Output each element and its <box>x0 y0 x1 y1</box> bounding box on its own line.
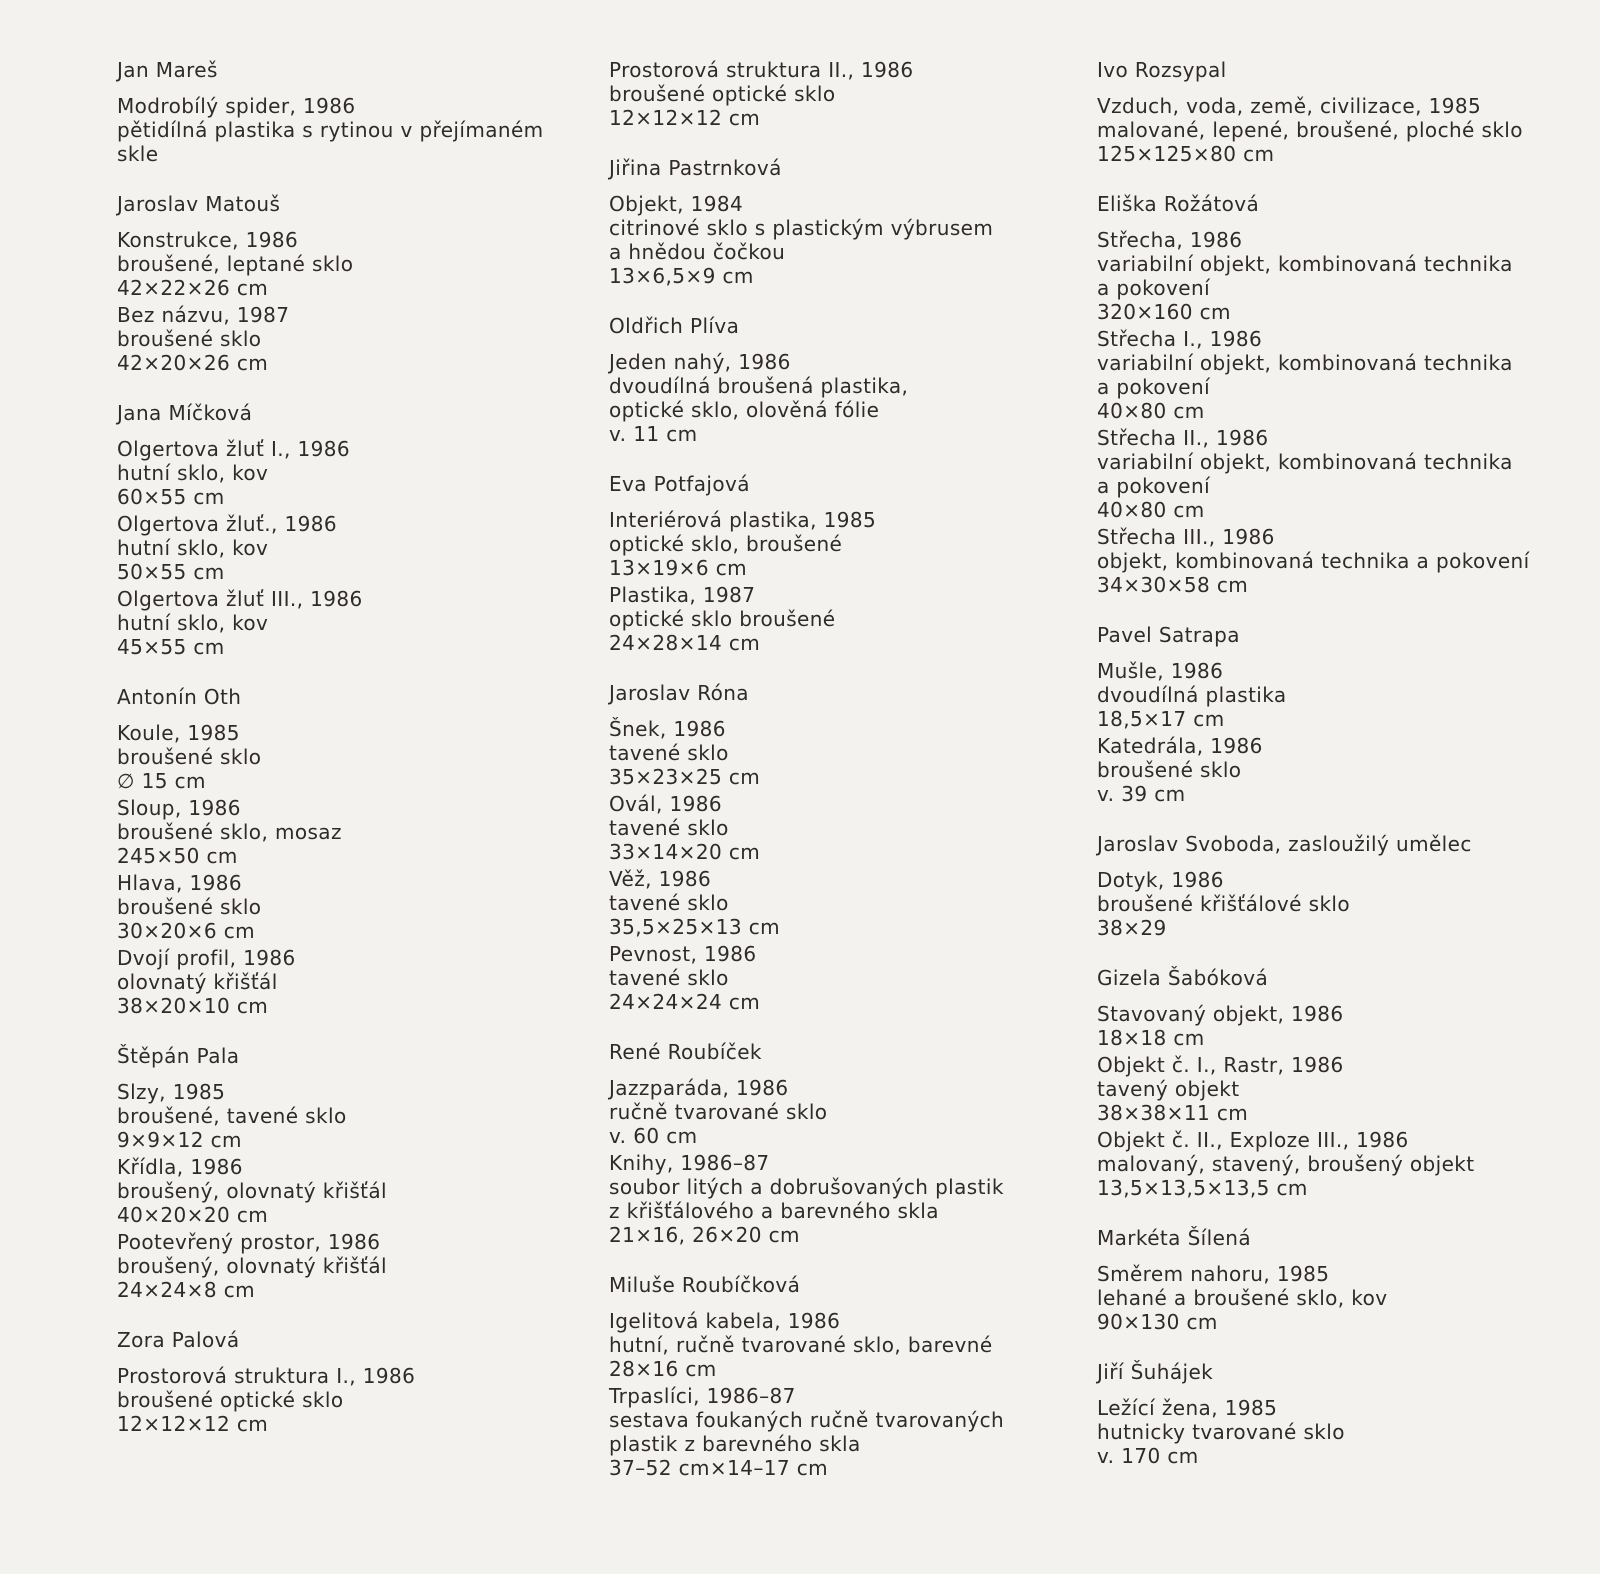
artwork-title: Objekt č. II., Exploze III., 1986 <box>1097 1128 1409 1152</box>
artwork-detail: 37–52 cm×14–17 cm <box>609 1456 829 1480</box>
artist-block <box>1097 1360 1587 1468</box>
artwork-detail: a pokovení <box>1097 375 1211 399</box>
artist-block <box>117 1328 617 1436</box>
artwork-entry <box>1097 94 1587 166</box>
artwork-detail: 13,5×13,5×13,5 cm <box>1097 1176 1308 1200</box>
artwork-detail: 245×50 cm <box>117 844 238 868</box>
artwork-detail: 18,5×17 cm <box>1097 707 1225 731</box>
artist-name: Jana Míčková <box>117 401 253 425</box>
artwork-detail: broušené sklo <box>117 745 262 769</box>
artwork-detail: hutní sklo, kov <box>117 536 269 560</box>
artwork-entry <box>117 1155 617 1227</box>
artwork-detail: 9×9×12 cm <box>117 1128 242 1152</box>
artist-block <box>1097 832 1587 940</box>
artist-name: Gizela Šabóková <box>1097 966 1269 990</box>
artwork-entry <box>609 1151 1109 1247</box>
artwork-title: Střecha, 1986 <box>1097 228 1243 252</box>
artist-name: Jaroslav Matouš <box>117 192 281 216</box>
artwork-entry <box>1097 1128 1587 1200</box>
artwork-title: Trpaslíci, 1986–87 <box>609 1384 796 1408</box>
artwork-title: Knihy, 1986–87 <box>609 1151 770 1175</box>
artist-name: Štěpán Pala <box>117 1044 240 1068</box>
artwork-detail: 34×30×58 cm <box>1097 573 1249 597</box>
artwork-entry <box>117 94 617 166</box>
artwork-detail: skle <box>117 142 159 166</box>
artwork-detail: 125×125×80 cm <box>1097 142 1275 166</box>
artwork-detail: olovnatý křišťál <box>117 970 278 994</box>
artwork-detail: hutnicky tvarované sklo <box>1097 1420 1345 1444</box>
artwork-entry <box>609 942 1109 1014</box>
artwork-detail: 40×20×20 cm <box>117 1203 269 1227</box>
artwork-entry <box>609 58 1109 130</box>
artwork-detail: tavené sklo <box>609 816 729 840</box>
artwork-title: Pootevřený prostor, 1986 <box>117 1230 381 1254</box>
artwork-title: Dotyk, 1986 <box>1097 868 1224 892</box>
artwork-detail: variabilní objekt, kombinovaná technika <box>1097 252 1513 276</box>
artwork-detail: ∅ 15 cm <box>117 769 206 793</box>
artwork-detail: broušené, leptané sklo <box>117 252 354 276</box>
artwork-detail: optické sklo broušené <box>609 607 836 631</box>
artwork-detail: v. 39 cm <box>1097 782 1186 806</box>
artwork-title: Směrem nahoru, 1985 <box>1097 1262 1330 1286</box>
artwork-title: Objekt č. I., Rastr, 1986 <box>1097 1053 1344 1077</box>
artwork-entry <box>117 1230 617 1302</box>
artwork-entry <box>117 587 617 659</box>
artwork-entry <box>609 508 1109 580</box>
artwork-detail: tavené sklo <box>609 741 729 765</box>
artwork-detail: tavený objekt <box>1097 1077 1240 1101</box>
artist-block <box>1097 623 1587 806</box>
artwork-detail: 24×24×24 cm <box>609 990 761 1014</box>
artist-block <box>117 1044 617 1302</box>
artwork-title: Sloup, 1986 <box>117 796 241 820</box>
artwork-detail: v. 60 cm <box>609 1124 698 1148</box>
artist-name: René Roubíček <box>609 1040 762 1064</box>
artwork-title: Olgertova žluť., 1986 <box>117 512 337 536</box>
artwork-detail: 38×29 <box>1097 916 1167 940</box>
artwork-title: Střecha II., 1986 <box>1097 426 1269 450</box>
artist-block <box>609 1040 1109 1247</box>
artwork-detail: broušené, tavené sklo <box>117 1104 347 1128</box>
artwork-detail: 50×55 cm <box>117 560 225 584</box>
artwork-entry <box>609 192 1109 288</box>
artwork-title: Slzy, 1985 <box>117 1080 226 1104</box>
artwork-detail: pětidílná plastika s rytinou v přejímaném <box>117 118 544 142</box>
artist-name: Oldřich Plíva <box>609 314 740 338</box>
artwork-detail: 42×22×26 cm <box>117 276 269 300</box>
artist-name: Miluše Roubíčková <box>609 1273 801 1297</box>
artist-block <box>117 192 617 375</box>
artist-block <box>609 314 1109 446</box>
artwork-title: Dvojí profil, 1986 <box>117 946 296 970</box>
artwork-detail: broušené sklo <box>117 327 262 351</box>
artwork-detail: v. 11 cm <box>609 422 698 446</box>
artwork-entry <box>609 867 1109 939</box>
artist-block <box>1097 192 1587 597</box>
artwork-title: Mušle, 1986 <box>1097 659 1224 683</box>
artwork-detail: tavené sklo <box>609 966 729 990</box>
artwork-detail: 45×55 cm <box>117 635 225 659</box>
artwork-detail: 40×80 cm <box>1097 399 1205 423</box>
artwork-title: Ležící žena, 1985 <box>1097 1396 1278 1420</box>
artwork-title: Prostorová struktura I., 1986 <box>117 1364 416 1388</box>
artwork-entry <box>117 1080 617 1152</box>
artwork-entry <box>117 946 617 1018</box>
artwork-detail: plastik z barevného skla <box>609 1432 861 1456</box>
artwork-entry <box>1097 327 1587 423</box>
artwork-title: Bez názvu, 1987 <box>117 303 290 327</box>
artist-block <box>1097 58 1587 166</box>
artwork-detail: broušené sklo <box>1097 758 1242 782</box>
artwork-detail: 24×28×14 cm <box>609 631 761 655</box>
artwork-detail: 24×24×8 cm <box>117 1278 255 1302</box>
artwork-detail: ručně tvarované sklo <box>609 1100 828 1124</box>
artist-name: Ivo Rozsypal <box>1097 58 1227 82</box>
artwork-title: Koule, 1985 <box>117 721 240 745</box>
artist-name: Jiřina Pastrnková <box>609 156 782 180</box>
artwork-title: Věž, 1986 <box>609 867 712 891</box>
artwork-entry <box>609 1384 1109 1480</box>
artwork-title: Jeden nahý, 1986 <box>609 350 791 374</box>
artwork-title: Vzduch, voda, země, civilizace, 1985 <box>1097 94 1482 118</box>
artwork-detail: malovaný, stavený, broušený objekt <box>1097 1152 1475 1176</box>
artwork-entry <box>117 228 617 300</box>
artwork-title: Křídla, 1986 <box>117 1155 243 1179</box>
artist-block <box>117 58 617 166</box>
artist-block <box>609 472 1109 655</box>
artwork-entry <box>1097 1053 1587 1125</box>
artwork-detail: tavené sklo <box>609 891 729 915</box>
artwork-entry <box>117 1364 617 1436</box>
artwork-entry <box>1097 228 1587 324</box>
artist-name: Pavel Satrapa <box>1097 623 1240 647</box>
artwork-detail: 30×20×6 cm <box>117 919 255 943</box>
artwork-entry <box>609 350 1109 446</box>
artwork-detail: 320×160 cm <box>1097 300 1231 324</box>
artist-block <box>117 685 617 1018</box>
column-middle <box>609 58 1109 1506</box>
artwork-entry <box>117 796 617 868</box>
artwork-detail: 12×12×12 cm <box>609 106 761 130</box>
artwork-title: Střecha I., 1986 <box>1097 327 1263 351</box>
artwork-entry <box>117 721 617 793</box>
artwork-detail: broušené optické sklo <box>117 1388 344 1412</box>
artist-block <box>609 681 1109 1014</box>
artist-block <box>609 58 1109 130</box>
artist-name: Jan Mareš <box>117 58 218 82</box>
artwork-detail: 13×6,5×9 cm <box>609 264 754 288</box>
artwork-detail: a pokovení <box>1097 474 1211 498</box>
artwork-detail: broušený, olovnatý křišťál <box>117 1179 388 1203</box>
artwork-title: Igelitová kabela, 1986 <box>609 1309 841 1333</box>
artwork-entry <box>609 1076 1109 1148</box>
artwork-detail: optické sklo, broušené <box>609 532 843 556</box>
artwork-detail: hutní sklo, kov <box>117 611 269 635</box>
artist-name: Eva Potfajová <box>609 472 750 496</box>
artist-block <box>1097 1226 1587 1334</box>
artwork-detail: hutní sklo, kov <box>117 461 269 485</box>
artist-name: Zora Palová <box>117 1328 240 1352</box>
artwork-entry <box>609 792 1109 864</box>
artwork-entry <box>1097 868 1587 940</box>
artwork-detail: 40×80 cm <box>1097 498 1205 522</box>
artwork-detail: 33×14×20 cm <box>609 840 761 864</box>
artwork-title: Hlava, 1986 <box>117 871 242 895</box>
artwork-detail: citrinové sklo s plastickým výbrusem <box>609 216 994 240</box>
artist-name: Eliška Rožátová <box>1097 192 1260 216</box>
artwork-title: Olgertova žluť I., 1986 <box>117 437 351 461</box>
artwork-detail: a hnědou čočkou <box>609 240 786 264</box>
artist-name: Jaroslav Svoboda, zasloužilý umělec <box>1097 832 1472 856</box>
artwork-detail: 38×38×11 cm <box>1097 1101 1249 1125</box>
column-right <box>1097 58 1587 1494</box>
artwork-detail: soubor litých a dobrušovaných plastik <box>609 1175 1004 1199</box>
artwork-entry <box>117 437 617 509</box>
artwork-detail: 12×12×12 cm <box>117 1412 269 1436</box>
artwork-title: Modrobílý spider, 1986 <box>117 94 356 118</box>
artwork-title: Šnek, 1986 <box>609 717 726 741</box>
artwork-detail: 35,5×25×13 cm <box>609 915 780 939</box>
artwork-title: Ovál, 1986 <box>609 792 723 816</box>
artwork-detail: 28×16 cm <box>609 1357 717 1381</box>
artwork-detail: dvoudílná plastika <box>1097 683 1287 707</box>
artwork-detail: 38×20×10 cm <box>117 994 269 1018</box>
artwork-detail: v. 170 cm <box>1097 1444 1199 1468</box>
artwork-detail: malované, lepené, broušené, ploché sklo <box>1097 118 1523 142</box>
artwork-title: Prostorová struktura II., 1986 <box>609 58 914 82</box>
artwork-entry <box>117 512 617 584</box>
artwork-entry <box>1097 659 1587 731</box>
artwork-detail: broušené křišťálové sklo <box>1097 892 1351 916</box>
artwork-detail: broušené optické sklo <box>609 82 836 106</box>
artwork-title: Stavovaný objekt, 1986 <box>1097 1002 1344 1026</box>
artwork-title: Střecha III., 1986 <box>1097 525 1275 549</box>
artwork-detail: objekt, kombinovaná technika a pokovení <box>1097 549 1530 573</box>
artwork-title: Plastika, 1987 <box>609 583 756 607</box>
artwork-title: Jazzparáda, 1986 <box>609 1076 789 1100</box>
artwork-detail: broušené sklo <box>117 895 262 919</box>
artwork-detail: optické sklo, olověná fólie <box>609 398 880 422</box>
artwork-detail: sestava foukaných ručně tvarovaných <box>609 1408 1005 1432</box>
artwork-title: Olgertova žluť III., 1986 <box>117 587 363 611</box>
artwork-detail: z křišťálového a barevného skla <box>609 1199 939 1223</box>
artist-name: Jiří Šuhájek <box>1097 1360 1214 1384</box>
artwork-entry <box>1097 1262 1587 1334</box>
artwork-entry <box>609 1309 1109 1381</box>
artwork-entry <box>117 871 617 943</box>
artwork-detail: 18×18 cm <box>1097 1026 1205 1050</box>
artwork-entry <box>1097 525 1587 597</box>
artwork-detail: dvoudílná broušená plastika, <box>609 374 909 398</box>
artwork-title: Konstrukce, 1986 <box>117 228 299 252</box>
artwork-detail: 21×16, 26×20 cm <box>609 1223 800 1247</box>
artwork-title: Katedrála, 1986 <box>1097 734 1263 758</box>
artwork-detail: variabilní objekt, kombinovaná technika <box>1097 351 1513 375</box>
artwork-title: Interiérová plastika, 1985 <box>609 508 877 532</box>
artwork-entry <box>1097 734 1587 806</box>
column-left <box>117 58 617 1462</box>
artwork-detail: lehané a broušené sklo, kov <box>1097 1286 1388 1310</box>
artist-block <box>1097 966 1587 1200</box>
artwork-detail: broušený, olovnatý křišťál <box>117 1254 388 1278</box>
artwork-entry <box>1097 426 1587 522</box>
artwork-entry <box>1097 1396 1587 1468</box>
artwork-entry <box>609 583 1109 655</box>
artwork-title: Pevnost, 1986 <box>609 942 757 966</box>
artwork-detail: a pokovení <box>1097 276 1211 300</box>
artist-block <box>609 1273 1109 1480</box>
artwork-detail: 90×130 cm <box>1097 1310 1218 1334</box>
artist-name: Jaroslav Róna <box>609 681 749 705</box>
artwork-entry <box>609 717 1109 789</box>
artwork-detail: 42×20×26 cm <box>117 351 269 375</box>
artwork-detail: hutní, ručně tvarované sklo, barevné <box>609 1333 993 1357</box>
artist-block <box>117 401 617 659</box>
artwork-detail: 35×23×25 cm <box>609 765 761 789</box>
artwork-detail: 60×55 cm <box>117 485 225 509</box>
artwork-entry <box>1097 1002 1587 1050</box>
artist-block <box>609 156 1109 288</box>
artist-name: Markéta Šílená <box>1097 1226 1252 1250</box>
artwork-detail: 13×19×6 cm <box>609 556 747 580</box>
artwork-detail: broušené sklo, mosaz <box>117 820 342 844</box>
artwork-detail: variabilní objekt, kombinovaná technika <box>1097 450 1513 474</box>
artwork-title: Objekt, 1984 <box>609 192 744 216</box>
artwork-entry <box>117 303 617 375</box>
artist-name: Antonín Oth <box>117 685 242 709</box>
